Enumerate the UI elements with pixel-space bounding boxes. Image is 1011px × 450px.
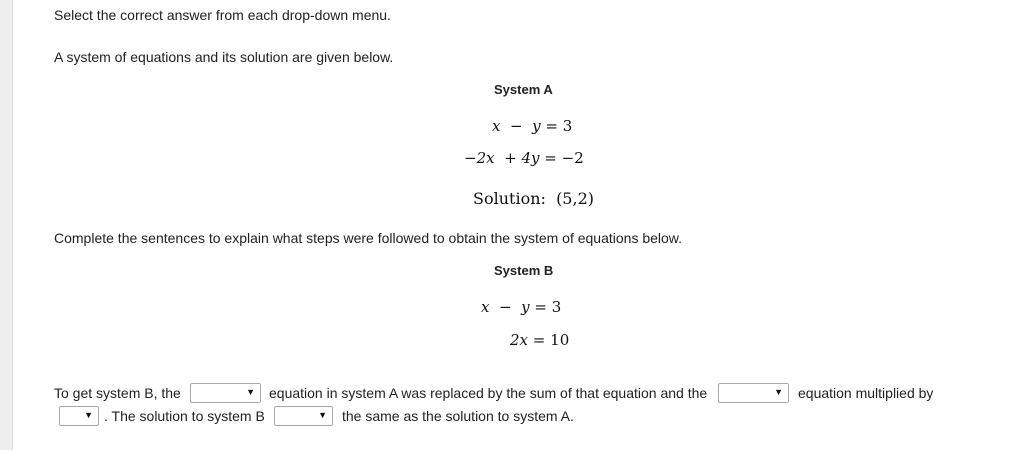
sentence-part-1: To get system B, the (54, 385, 181, 401)
instructions: Select the correct answer from each drop-down menu. (54, 7, 391, 23)
value: −2 (561, 149, 584, 167)
operator: − (499, 298, 512, 316)
system-a-equation-2 (464, 149, 584, 167)
dropdown-arrow-icon: ▼ (774, 387, 783, 397)
equals: = (534, 298, 547, 316)
value: 10 (550, 331, 570, 349)
equals: = (532, 331, 546, 349)
system-a-solution (473, 189, 594, 208)
system-a-title: System A (494, 82, 553, 97)
intro-text: A system of equations and its solution are given below. (54, 49, 394, 65)
term: x (481, 298, 490, 316)
sentence-part-2: equation in system A was replaced by the sum of that equation and the (269, 385, 708, 401)
sentence-part-3: equation multiplied by (798, 385, 934, 401)
term: 2x (510, 331, 529, 349)
dropdown-arrow-icon: ▼ (246, 387, 255, 397)
solution-value: (5,2) (556, 189, 594, 208)
dropdown-multiplier[interactable] (59, 406, 99, 426)
system-b-equation-2 (510, 331, 569, 349)
value: 3 (551, 298, 562, 316)
system-b-equation-1 (481, 298, 561, 316)
equals: = (545, 117, 558, 135)
dropdown-arrow-icon: ▼ (84, 410, 93, 420)
question-content (54, 0, 994, 450)
operator: − (510, 117, 523, 135)
dropdown-first-equation[interactable] (190, 383, 261, 403)
prompt-text: Complete the sentences to explain what steps were followed to obtain the system of equations below. (54, 230, 683, 246)
dropdown-arrow-icon: ▼ (318, 410, 327, 420)
system-b-title: System B (494, 263, 554, 278)
operator: + (504, 149, 517, 167)
term: x (492, 117, 501, 135)
solution-label: Solution: (473, 189, 546, 208)
term: −2x (464, 149, 495, 167)
dropdown-second-equation[interactable] (718, 383, 789, 403)
term: 4y (521, 149, 540, 167)
system-a-equation-1 (492, 117, 572, 135)
sentence-part-4: . The solution to system B (104, 408, 265, 424)
term: y (532, 117, 541, 135)
value: 3 (562, 117, 573, 135)
term: y (521, 298, 530, 316)
sentence-part-5: the same as the solution to system A. (342, 408, 574, 424)
dropdown-is-is-not[interactable] (274, 406, 333, 426)
equals: = (544, 149, 557, 167)
left-rail (0, 0, 13, 450)
